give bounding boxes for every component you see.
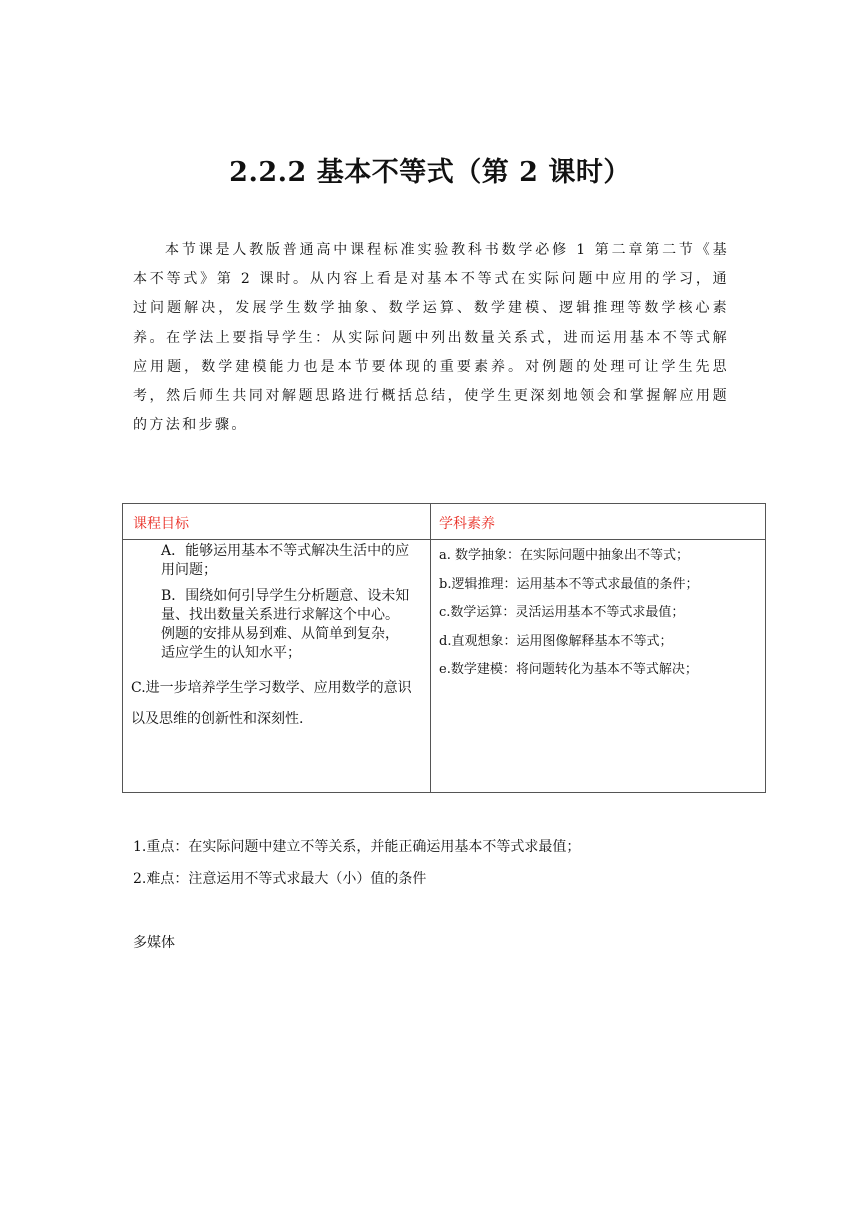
literacy-item: a. 数学抽象：在实际问题中抽象出不等式；: [439, 548, 690, 563]
goal-c: C.进一步培养学生学习数学、应用数学的意识以及思维的创新性和深刻性.: [131, 680, 412, 727]
teaching-media: 多媒体: [133, 935, 175, 951]
subject-literacy-list: [439, 542, 761, 685]
literacy-item: d.直观想象：运用图像解释基本不等式；: [439, 633, 673, 649]
literacy-item: e.数学建模：将问题转化为基本不等式解决；: [439, 662, 698, 678]
objectives-table: [122, 503, 766, 793]
document-title: 2.2.2 基本不等式（第 2 课时）: [229, 157, 631, 188]
header-subject-literacy: 学科素养: [439, 516, 495, 532]
table-header-divider: [123, 539, 765, 540]
literacy-item: c.数学运算：灵活运用基本不等式求最值；: [439, 605, 685, 621]
difficult-point: 2.难点：注意运用不等式求最大（小）值的条件: [133, 871, 427, 887]
literacy-item: b.逻辑推理：运用基本不等式求最值的条件；: [439, 576, 699, 592]
header-course-goals: 课程目标: [133, 516, 189, 532]
table-column-divider: [430, 504, 431, 792]
course-goals-cell: [123, 542, 430, 735]
goal-b: B．围绕如何引导学生分析题意、设未知量、找出数量关系进行求解这个中心。例题的安排从易到难、从简单到复杂，适应学生的认知水平；: [161, 588, 410, 661]
goal-a: A．能够运用基本不等式解决生活中的应用问题；: [161, 543, 410, 578]
key-difficult-points: [133, 831, 580, 895]
key-point: 1.重点：在实际问题中建立不等关系，并能正确运用基本不等式求最值；: [133, 839, 581, 855]
intro-paragraph: 本节课是人教版普通高中课程标准实验教科书数学必修 1 第二章第二节《基本不等式》第 2 课时。从内容上看是对基本不等式在实际问题中应用的学习，通过问题解决，发展学生数学抽象、数学运算、数学建模、逻辑推理等数学核心素养。在学法上要指导学生：从实际问题中列出数量关系式，进而运用基本不等式解应用题，数学建模能力也是本节要体现的重要素养。对例题的处理可让学生先思考，然后师生共同对解题思路进行概括总结，使学生更深刻地领会和掌握解应用题的方法和步骤。: [133, 242, 729, 434]
